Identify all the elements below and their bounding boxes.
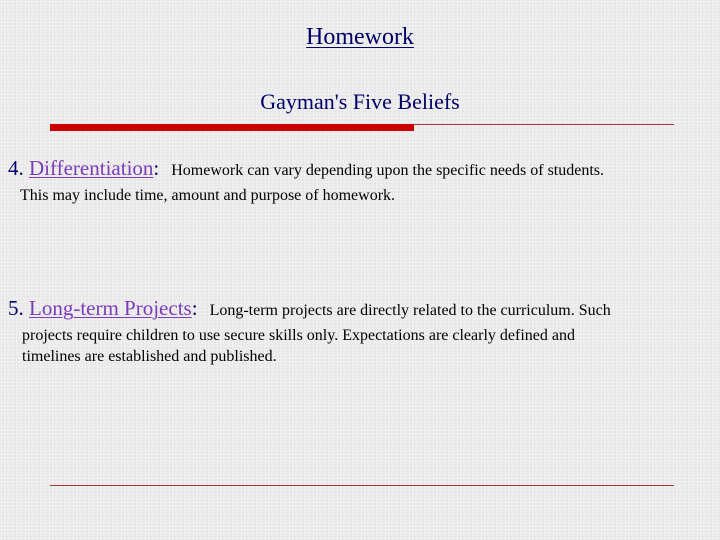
- belief-description-continued: projects require children to use secure skills only. Expectations are clearly defined and: [22, 327, 575, 344]
- belief-separator: :: [191, 296, 198, 320]
- belief-description-continued: timelines are established and published.: [22, 348, 277, 365]
- belief-heading-line: [8, 294, 708, 325]
- belief-description: Long-term projects are directly related to the curriculum. Such: [209, 302, 611, 319]
- slide-title: Homework: [306, 24, 414, 50]
- belief-term-link-differentiation[interactable]: Differentiation: [29, 156, 154, 180]
- belief-heading-line: [8, 154, 708, 185]
- belief-term-link-long-term-projects[interactable]: Long-term Projects: [29, 296, 192, 320]
- accent-bar-divider: [50, 124, 414, 131]
- belief-separator: :: [153, 156, 160, 180]
- thin-line-divider-bottom: [50, 485, 674, 486]
- belief-number: 5.: [8, 296, 29, 320]
- belief-item-differentiation: [8, 154, 708, 206]
- slide-subtitle: Gayman's Five Beliefs: [260, 89, 460, 114]
- belief-description-continued: This may include time, amount and purpose of homework.: [20, 187, 396, 204]
- belief-description: Homework can vary depending upon the specific needs of students.: [171, 162, 605, 179]
- belief-item-long-term-projects: [8, 294, 708, 367]
- thin-line-divider-top: [414, 124, 674, 125]
- belief-number: 4.: [8, 156, 29, 180]
